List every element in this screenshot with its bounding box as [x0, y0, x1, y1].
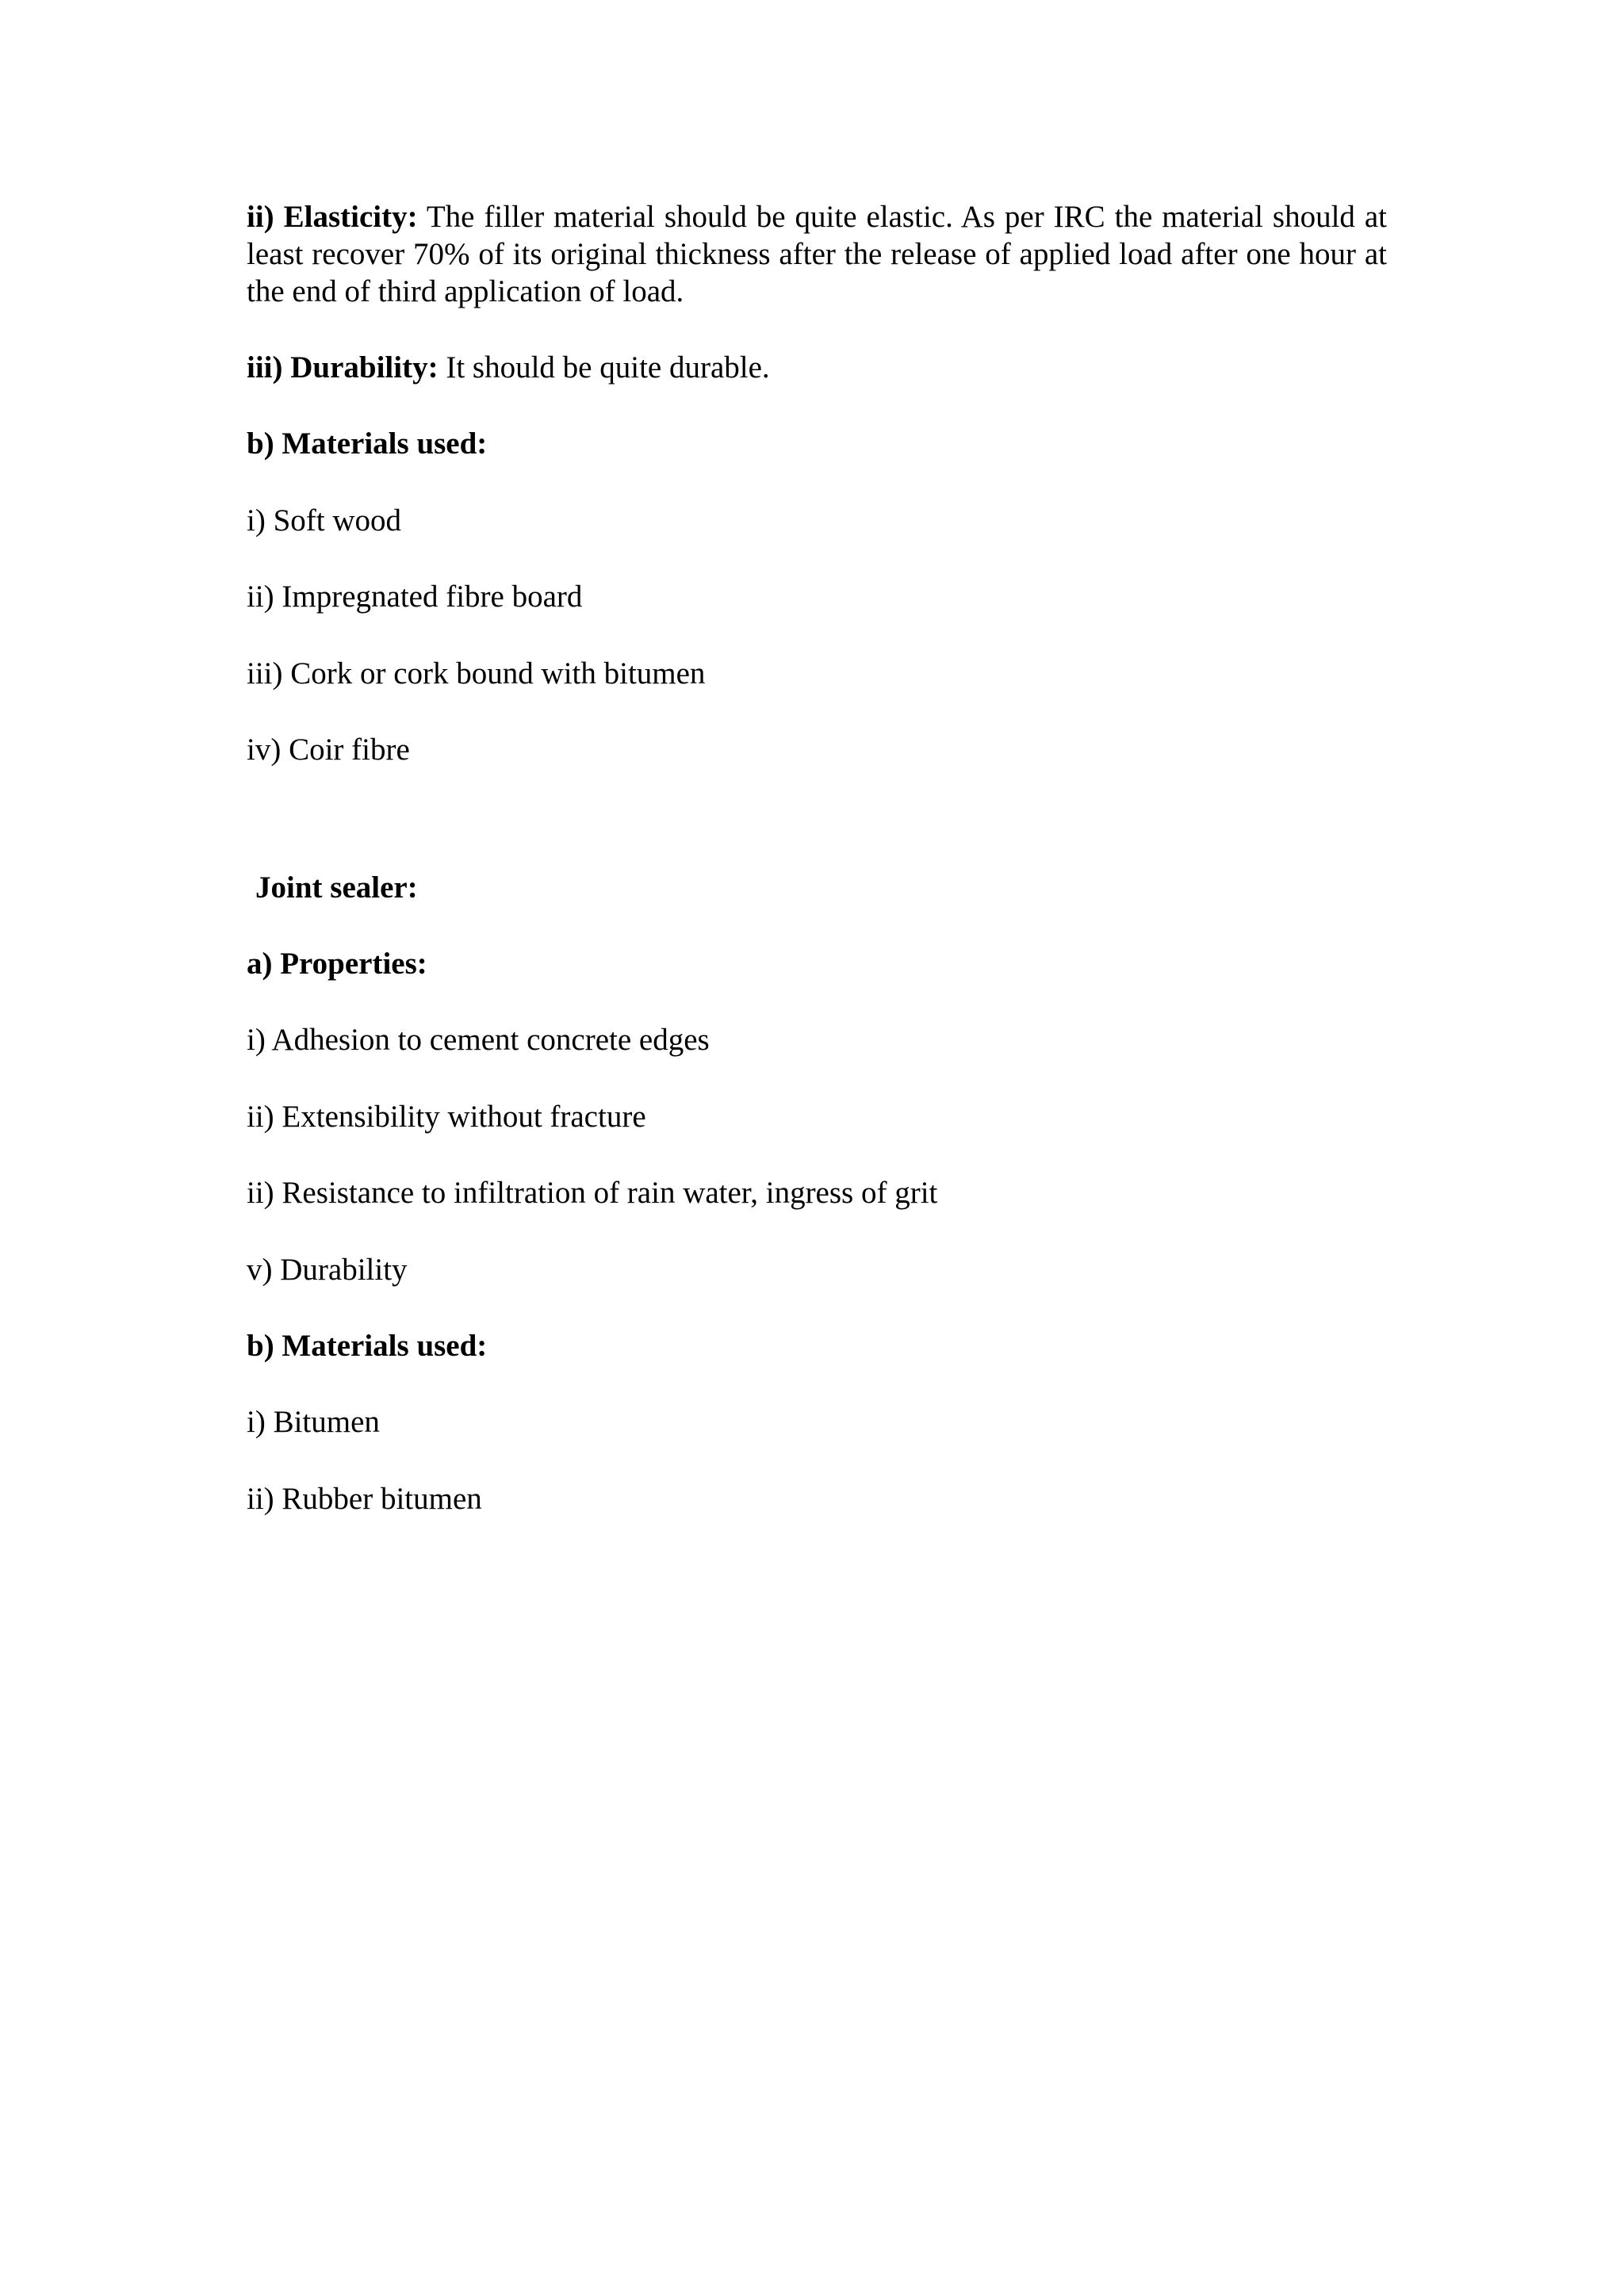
filler-materials-heading: b) Materials used: — [247, 427, 488, 461]
property-item: ii) Extensibility without fracture — [247, 1100, 646, 1134]
properties-heading: a) Properties: — [247, 947, 427, 981]
elasticity-text: The filler material should be quite elastic. As per IRC the material should at least recover 70% of its original thickness after the release of applied load after one hour at the end of third application of load. — [247, 200, 1387, 308]
filler-material-item: iv) Coir fibre — [247, 733, 410, 767]
property-item: ii) Resistance to infiltration of rain water, ingress of grit — [247, 1176, 938, 1210]
elasticity-paragraph — [247, 198, 1387, 310]
elasticity-label: ii) Elasticity: — [247, 200, 418, 234]
sealer-material-item: ii) Rubber bitumen — [247, 1482, 482, 1516]
filler-material-item: iii) Cork or cork bound with bitumen — [247, 656, 706, 691]
filler-material-item: ii) Impregnated fibre board — [247, 580, 583, 614]
joint-sealer-heading: Joint sealer: — [255, 871, 418, 905]
durability-text: It should be quite durable. — [446, 350, 770, 385]
property-item: i) Adhesion to cement concrete edges — [247, 1023, 710, 1057]
durability-paragraph — [247, 349, 770, 387]
sealer-materials-heading: b) Materials used: — [247, 1329, 488, 1363]
filler-material-item: i) Soft wood — [247, 503, 401, 538]
sealer-material-item: i) Bitumen — [247, 1405, 380, 1439]
durability-label: iii) Durability: — [247, 350, 439, 385]
property-item: v) Durability — [247, 1253, 408, 1287]
